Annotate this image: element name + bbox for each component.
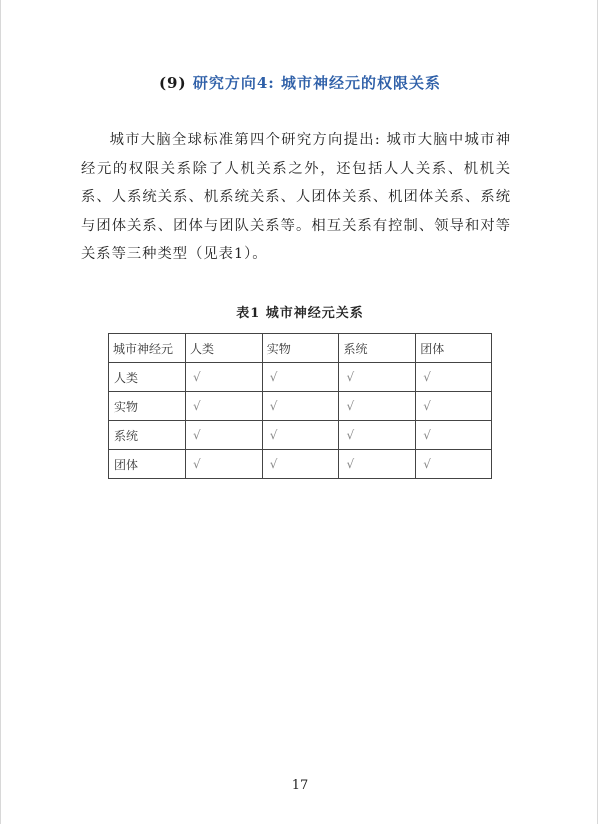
row-label: 人类 [109, 363, 186, 392]
check-mark-icon: √ [269, 457, 278, 471]
header-cell: 实物 [262, 334, 339, 363]
check-mark-icon: √ [346, 399, 355, 413]
table-row [109, 421, 492, 450]
row-label: 系统 [109, 421, 186, 450]
check-mark-icon: √ [269, 428, 278, 442]
check-mark-icon: √ [269, 399, 278, 413]
check-mark-icon: √ [346, 428, 355, 442]
table-row [109, 392, 492, 421]
body-paragraph: 城市大脑全球标准第四个研究方向提出: 城市大脑中城市神经元的权限关系除了人机关系之外，还包括人人关系、机机关系、人系统关系、机系统关系、人团体关系、机团体关系、系统与团体关系、团体与团队关系等。相互关系有控制、领导和对等关系等三种类型（见表1）。 [81, 132, 511, 262]
section-title: 研究方向4: 城市神经元的权限关系 [192, 74, 442, 92]
check-mark-icon: √ [192, 399, 201, 413]
table-caption: 表1 城市神经元关系 [236, 306, 364, 321]
table-row [109, 450, 492, 479]
check-mark-icon: √ [423, 457, 431, 471]
table-row [109, 363, 492, 392]
relations-table [108, 333, 492, 479]
header-cell: 系统 [339, 334, 416, 363]
header-cell: 团体 [416, 334, 492, 363]
row-label: 团体 [109, 450, 186, 479]
check-mark-icon: √ [192, 457, 201, 471]
check-mark-icon: √ [423, 399, 431, 413]
header-cell: 城市神经元 [109, 334, 186, 363]
section-heading [1, 72, 598, 93]
check-mark-icon: √ [346, 370, 355, 384]
table-header-row [109, 334, 492, 363]
check-mark-icon: √ [346, 457, 355, 471]
check-mark-icon: √ [269, 370, 278, 384]
check-mark-icon: √ [423, 428, 431, 442]
row-label: 实物 [109, 392, 186, 421]
check-mark-icon: √ [192, 370, 201, 384]
page-number: 17 [291, 778, 309, 793]
check-mark-icon: √ [192, 428, 201, 442]
header-cell: 人类 [185, 334, 262, 363]
section-number: (9) [158, 74, 187, 92]
check-mark-icon: √ [423, 370, 431, 384]
